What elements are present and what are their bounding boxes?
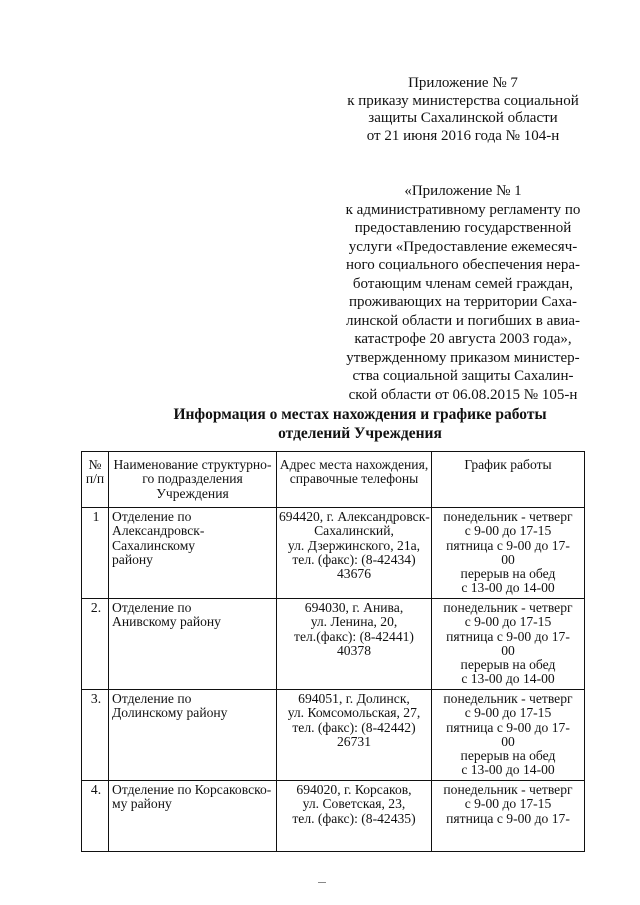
appendix2-line: проживающих на территории Саха- — [348, 294, 578, 310]
header-address: Адрес места нахождения, справочные телефоны — [277, 452, 432, 508]
unit-name: Отделение по Александровск- Сахалинскому району — [109, 508, 277, 599]
departments-table — [81, 451, 585, 852]
unit-address: 694420, г. Александровск- Сахалинский, ул. Дзержинского, 21а, тел. (факс): (8-42434) 43676 — [277, 508, 432, 599]
appendix2-line: к административному регламенту по — [345, 201, 581, 218]
unit-address: 694051, г. Долинск, ул. Комсомольская, 27, тел. (факс): (8-42442) 26731 — [277, 690, 432, 781]
header-unit-name: Наименование структурно- го подразделения Учреждения — [109, 452, 277, 508]
unit-schedule: понедельник - четверг с 9-00 до 17-15 пятница с 9-00 до 17- 00 перерыв на обед с 13-00 до 14-00 — [432, 508, 585, 599]
appendix2-line: «Приложение № 1 — [404, 183, 522, 199]
header-schedule: График работы — [432, 452, 585, 508]
unit-name: Отделение по Корсаковско- му району — [109, 781, 277, 852]
table-header-row — [82, 452, 585, 508]
heading-line: отделений Учреждения — [278, 425, 442, 442]
document-heading — [140, 405, 580, 443]
row-number: 3. — [82, 690, 109, 781]
appendix2-line: ного социального обеспечения нера- — [345, 257, 581, 273]
appendix2-line: ботающим членам семей граждан, — [352, 275, 574, 292]
appendix-1-header — [322, 182, 604, 404]
appendix2-line: предоставлению государственной — [354, 220, 572, 236]
unit-address: 694030, г. Анива, ул. Ленина, 20, тел.(факс): (8-42441) 40378 — [277, 599, 432, 690]
appendix2-line: катастрофе 20 августа 2003 года», — [354, 331, 572, 347]
row-number: 1 — [82, 508, 109, 599]
row-number: 2. — [82, 599, 109, 690]
unit-name: Отделение по Анивскому району — [109, 599, 277, 690]
appendix2-line: утвержденному приказом министер- — [346, 349, 580, 366]
appendix-line: от 21 июня 2016 года № 104-н — [366, 128, 560, 145]
unit-schedule: понедельник - четверг с 9-00 до 17-15 пятница с 9-00 до 17- — [432, 781, 585, 852]
heading-line: Информация о местах нахождения и графике работы — [173, 406, 547, 423]
table-row — [82, 508, 585, 599]
header-number: № п/п — [82, 452, 109, 508]
row-number: 4. — [82, 781, 109, 852]
scan-mark — [318, 882, 326, 883]
unit-address: 694020, г. Корсаков, ул. Советская, 23, тел. (факс): (8-42435) — [277, 781, 432, 852]
table-row — [82, 690, 585, 781]
appendix-line: защиты Сахалинской области — [368, 110, 558, 127]
appendix-line: Приложение № 7 — [408, 75, 518, 91]
unit-schedule: понедельник - четверг с 9-00 до 17-15 пятница с 9-00 до 17- 00 перерыв на обед с 13-00 до 14-00 — [432, 599, 585, 690]
appendix-line: к приказу министерства социальной — [347, 92, 579, 109]
table-row — [82, 599, 585, 690]
appendix2-line: услуги «Предоставление ежемесяч- — [348, 238, 578, 255]
appendix2-line: линской области и погибших в авиа- — [345, 312, 581, 329]
appendix2-line: ской области от 06.08.2015 № 105-н — [348, 386, 578, 403]
appendix-7-header — [322, 75, 604, 146]
unit-schedule: понедельник - четверг с 9-00 до 17-15 пятница с 9-00 до 17- 00 перерыв на обед с 13-00 до 14-00 — [432, 690, 585, 781]
unit-name: Отделение по Долинскому району — [109, 690, 277, 781]
table-row — [82, 781, 585, 852]
appendix2-line: ства социальной защиты Сахалин- — [352, 368, 574, 384]
